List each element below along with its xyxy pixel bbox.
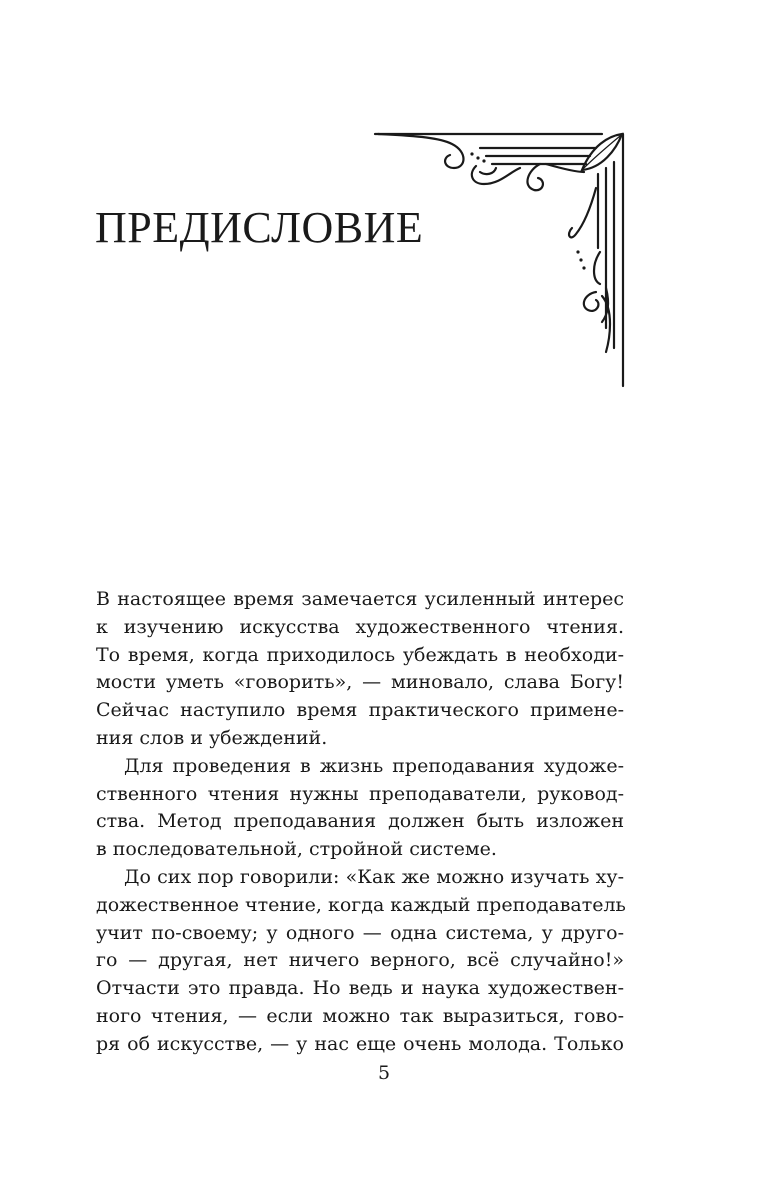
text-line: В настоящее время замечается усиленный интерес [96, 588, 624, 610]
corner-flourish-icon [370, 128, 630, 390]
text-line: ства. Метод преподавания должен быть изложен [96, 810, 624, 833]
text-line: учит по-своему; у одного — одна система, у друго- [96, 921, 624, 944]
body-text [96, 586, 624, 1059]
chapter-title: ПРЕДИСЛОВИЕ [95, 203, 424, 252]
paragraph-2 [96, 753, 624, 864]
text-line: мости уметь «говорить», — миновало, слава Богу! [96, 671, 624, 694]
text-line: Отчасти это правда. Но ведь и наука художествен- [96, 977, 624, 1000]
text-line: Сейчас наступило время практического примене- [96, 699, 624, 722]
paragraph-1 [96, 586, 624, 753]
text-line: ственного чтения нужны преподаватели, руковод- [96, 782, 624, 805]
text-line: дожественное чтение, когда каждый преподаватель [96, 893, 626, 916]
text-line: к изучению искусства художественного чтения. [96, 615, 624, 638]
text-line: ния слов и убеждений. [96, 726, 328, 749]
page-number: 5 [377, 1062, 391, 1084]
text-line: в последовательной, стройной системе. [96, 838, 497, 861]
text-line: До сих пор говорили: «Как же можно изучать ху- [124, 865, 624, 888]
text-line: го — другая, нет ничего верного, всё случайно!» [96, 949, 624, 972]
text-line: То время, когда приходилось убеждать в необходи- [96, 643, 624, 666]
paragraph-3 [96, 864, 624, 1059]
text-line: ря об искусстве, — у нас еще очень молода. Только [96, 1032, 624, 1055]
text-line: ного чтения, — если можно так выразиться, гово- [96, 1004, 624, 1027]
text-line: Для проведения в жизнь преподавания художе- [124, 754, 624, 777]
